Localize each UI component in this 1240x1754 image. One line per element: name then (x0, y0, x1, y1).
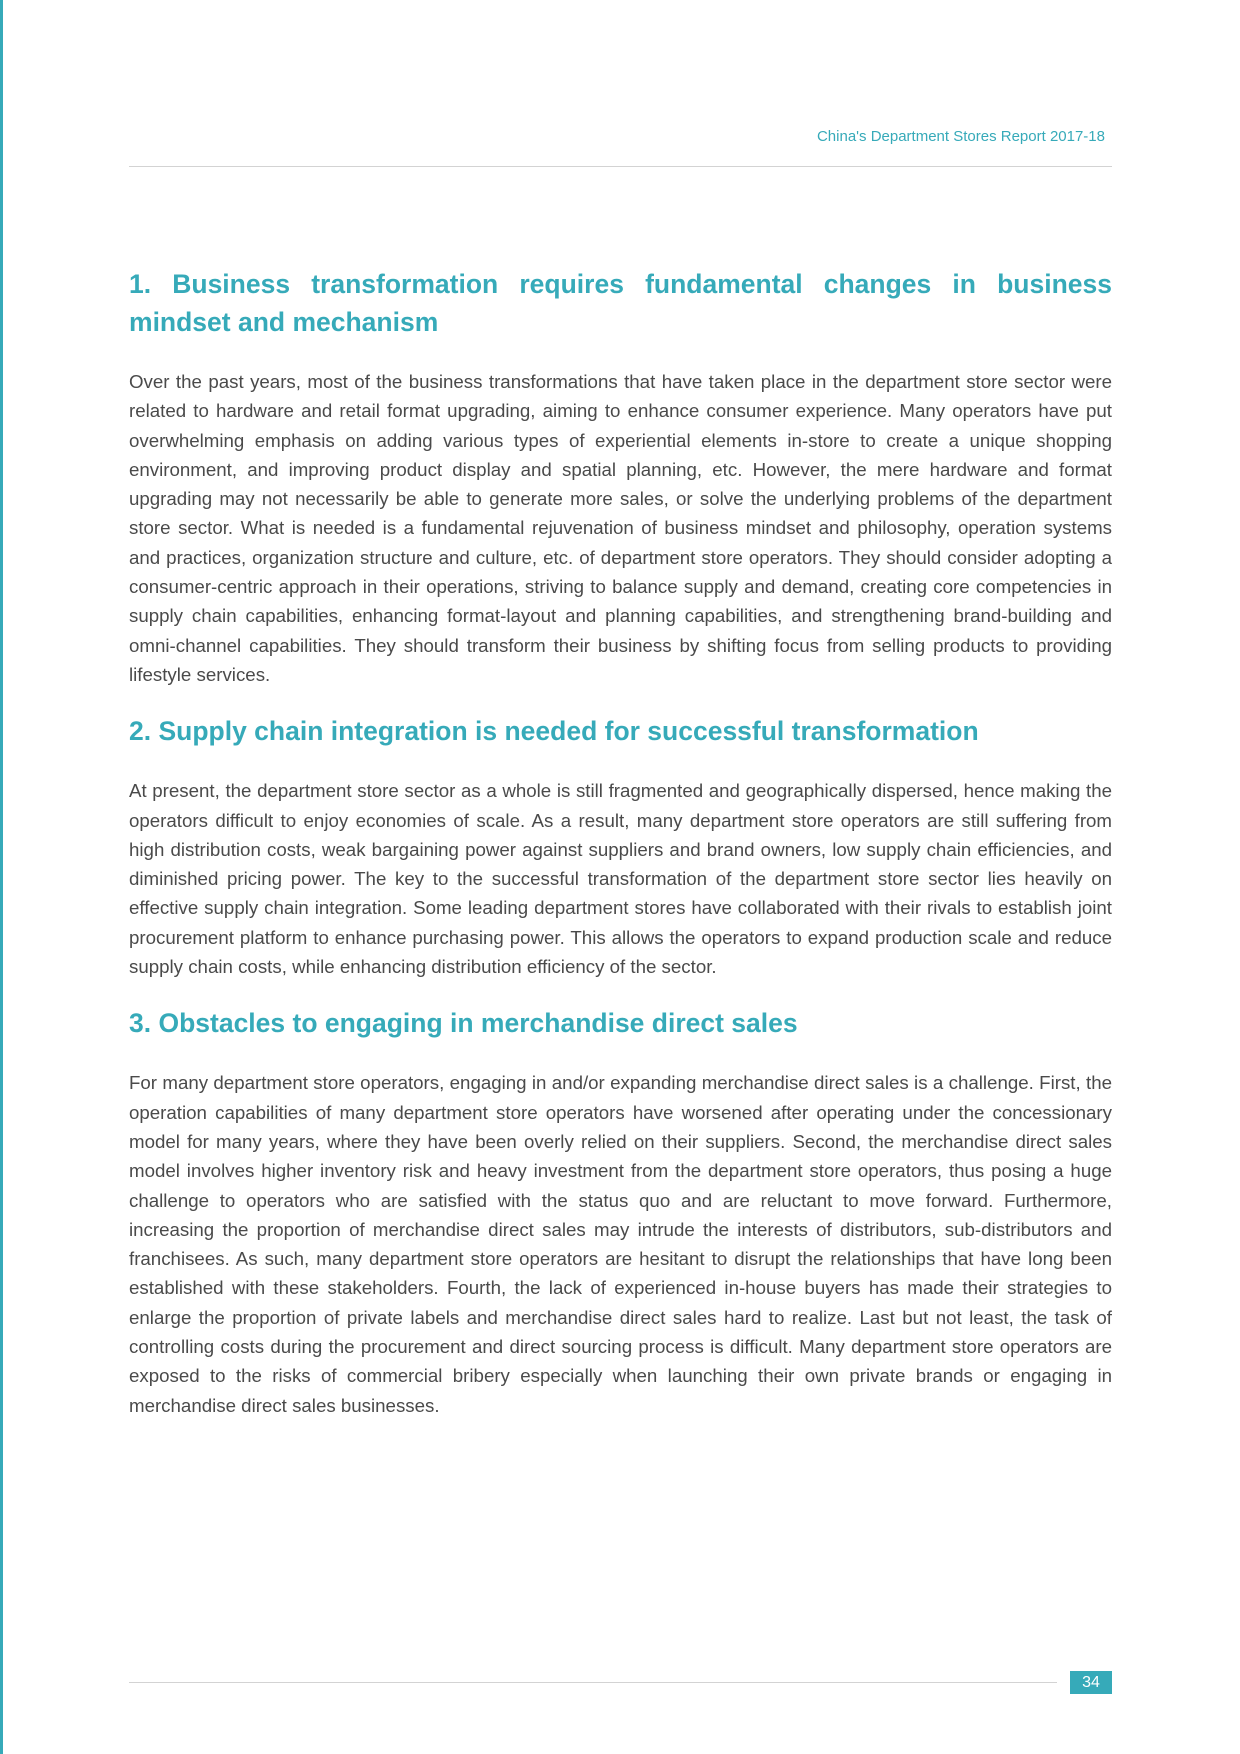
section-3-body: For many department store operators, engaging in and/or expanding merchandise direct sales is a challenge. First, the operation capabilities of many department store operators have worsened after operating under the concessionary model for many years, where they have been overly relied on their suppliers. Second, the merchandise direct sales model involves higher inventory risk and heavy investment from the department store operators, thus posing a huge challenge to operators who are satisfied with the status quo and are reluctant to move forward. Furthermore, increasing the proportion of merchandise direct sales may intrude the interests of distributors, sub-distributors and franchisees. As such, many department store operators are hesitant to disrupt the relationships that have long been established with these stakeholders. Fourth, the lack of experienced in-house buyers has made their strategies to enlarge the proportion of private labels and merchandise direct sales hard to realize. Last but not least, the task of controlling costs during the procurement and direct sourcing process is difficult. Many department store operators are exposed to the risks of commercial bribery especially when launching their own private brands or engaging in merchandise direct sales businesses. (129, 1072, 1112, 1416)
section-3-heading: 3. Obstacles to engaging in merchandise direct sales (129, 1008, 798, 1039)
left-accent-border (0, 0, 3, 1754)
page-number-badge: 34 (1070, 1671, 1112, 1694)
main-content (129, 265, 1112, 1420)
section-1-body: Over the past years, most of the business transformations that have taken place in the department store sector were related to hardware and retail format upgrading, aiming to enhance consumer experience. Many operators have put overwhelming emphasis on adding various types of experiential elements in-store to create a unique shopping environment, and improving product display and spatial planning, etc. However, the mere hardware and format upgrading may not necessarily be able to generate more sales, or solve the underlying problems of the department store sector. What is needed is a fundamental rejuvenation of business mindset and philosophy, operation systems and practices, organization structure and culture, etc. of department store operators. They should consider adopting a consumer-centric approach in their operations, striving to balance supply and demand, creating core competencies in supply chain capabilities, enhancing format-layout and planning capabilities, and strengthening brand-building and omni-channel capabilities. They should transform their business by shifting focus from selling products to providing lifestyle services. (129, 371, 1112, 685)
footer-divider (129, 1682, 1057, 1683)
section-1-heading: 1. Business transformation requires fundamental changes in business mindset and mechanism (129, 269, 1112, 337)
section-2-body: At present, the department store sector as a whole is still fragmented and geographically dispersed, hence making the operators difficult to enjoy economies of scale. As a result, many department store operators are still suffering from high distribution costs, weak bargaining power against suppliers and brand owners, low supply chain efficiencies, and diminished pricing power. The key to the successful transformation of the department store sector lies heavily on effective supply chain integration. Some leading department stores have collaborated with their rivals to establish joint procurement platform to enhance purchasing power. This allows the operators to expand production scale and reduce supply chain costs, while enhancing distribution efficiency of the sector. (129, 780, 1112, 978)
report-header-title: China's Department Stores Report 2017-18 (816, 128, 1105, 145)
section-2-heading: 2. Supply chain integration is needed for successful transformation (129, 716, 979, 747)
header-divider (129, 166, 1112, 167)
